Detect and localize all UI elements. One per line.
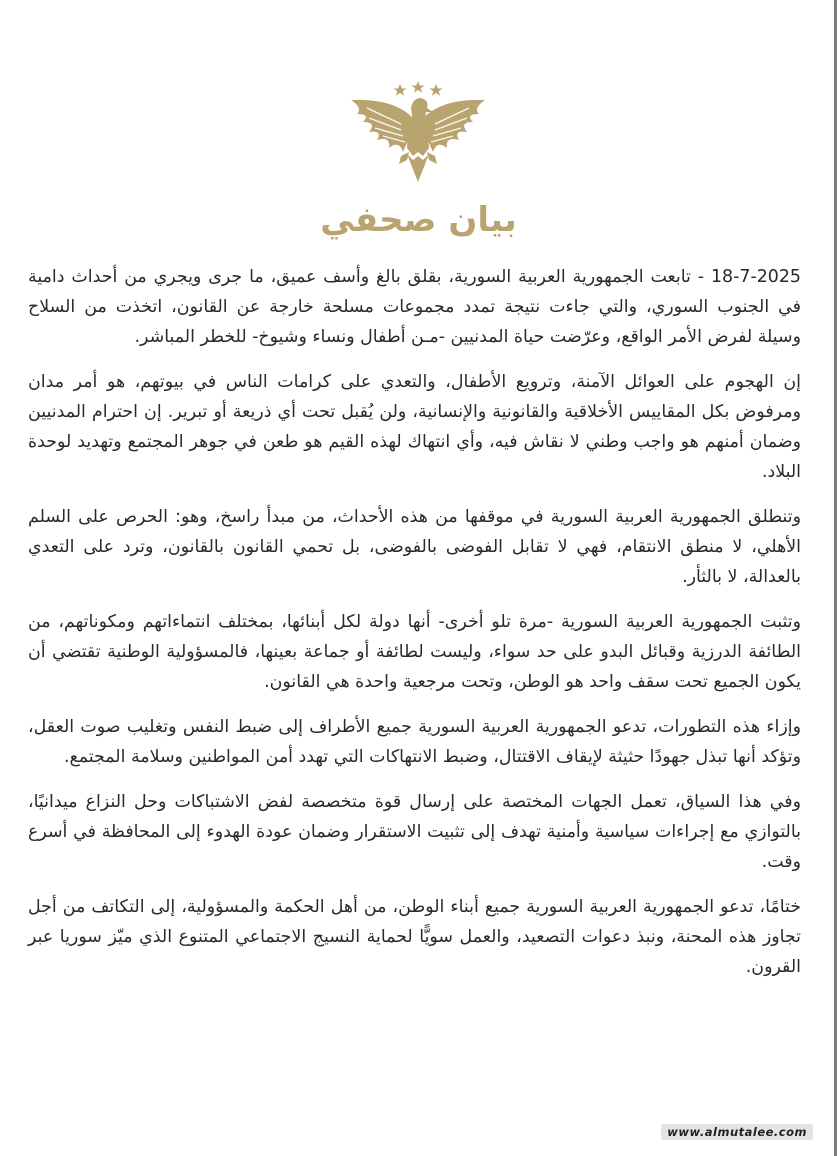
statement-date: 18-7-2025: [710, 267, 801, 287]
source-watermark: www.almutalee.com: [661, 1124, 813, 1140]
statement-body: [28, 262, 801, 997]
paragraph-1: 18-7-2025 - تابعت الجمهورية العربية السورية، بقلق بالغ وأسف عميق، ما جرى ويجري من أحداث دامية في الجنوب السوري، والتي جاءت نتيجة تمدد مجموعات مسلحة خارجة عن القانون، اتخذت من السلاح وسيلة لفرض الأمر الواقع، وعرّضت حياة المدنيين -مـن أطفال ونساء وشيوخ- للخطر المباشر.: [28, 267, 801, 347]
paragraph-3: وتنطلق الجمهورية العربية السورية في موقفها من هذه الأحداث، من مبدأ راسخ، وهو: الحرص على السلم الأهلي، لا منطق الانتقام، فهي لا تقابل الفوضى بالفوضى، بل تحمي القانون بالقانون، وترد على التعدي بالعدالة، لا بالثأر.: [28, 507, 801, 587]
page-title: بيان صحفي: [320, 200, 517, 240]
paragraph-2: إن الهجوم على العوائل الآمنة، وترويع الأطفال، والتعدي على كرامات الناس في بيوتهم، هو أمر مدان ومرفوض بكل المقاييس الأخلاقية والقانونية والإنسانية، ولن يُقبل تحت أي ذريعة أو تبرير. إن احترام المدنيين وضمان أمنهم هو واجب وطني لا نقاش فيه، وأي انتهاك لهذه القيم هو طعن في جوهر المجتمع وتهديد لوحدة البلاد.: [28, 372, 801, 482]
paragraph-6: وفي هذا السياق، تعمل الجهات المختصة على إرسال قوة متخصصة لفض الاشتباكات وحل النزاع ميدانيًا، بالتوازي مع إجراءات سياسية وأمنية تهدف إلى تثبيت الاستقرار وضمان عودة الهدوء إلى المحافظة في أسرع وقت.: [28, 792, 801, 872]
paragraph-4: وتثبت الجمهورية العربية السورية -مرة تلو أخرى- أنها دولة لكل أبنائها، بمختلف انتماءاتهم ومكوناتهم، من الطائفة الدرزية وقبائل البدو على حد سواء، وليست لطائفة أو جماعة بعينها، فالمسؤولية الوطنية تقتضي أن يكون الجميع تحت سقف واحد هو الوطن، وتحت مرجعية واحدة هي القانون.: [28, 612, 801, 692]
eagle-emblem-icon: [343, 78, 493, 188]
paragraph-5: وإزاء هذه التطورات، تدعو الجمهورية العربية السورية جميع الأطراف إلى ضبط النفس وتغليب صوت العقل، وتؤكد أنها تبذل جهودًا حثيثة لإيقاف الاقتتال، وضبط الانتهاكات التي تهدد أمن المواطنين وسلامة المجتمع.: [28, 717, 801, 767]
paragraph-7: ختامًا، تدعو الجمهورية العربية السورية جميع أبناء الوطن، من أهل الحكمة والمسؤولية، إلى التكاتف من أجل تجاوز هذه المحنة، ونبذ دعوات التصعيد، والعمل سويًّا لحماية النسيج الاجتماعي المتنوع الذي ميّز سوريا عبر القرون.: [28, 897, 801, 977]
